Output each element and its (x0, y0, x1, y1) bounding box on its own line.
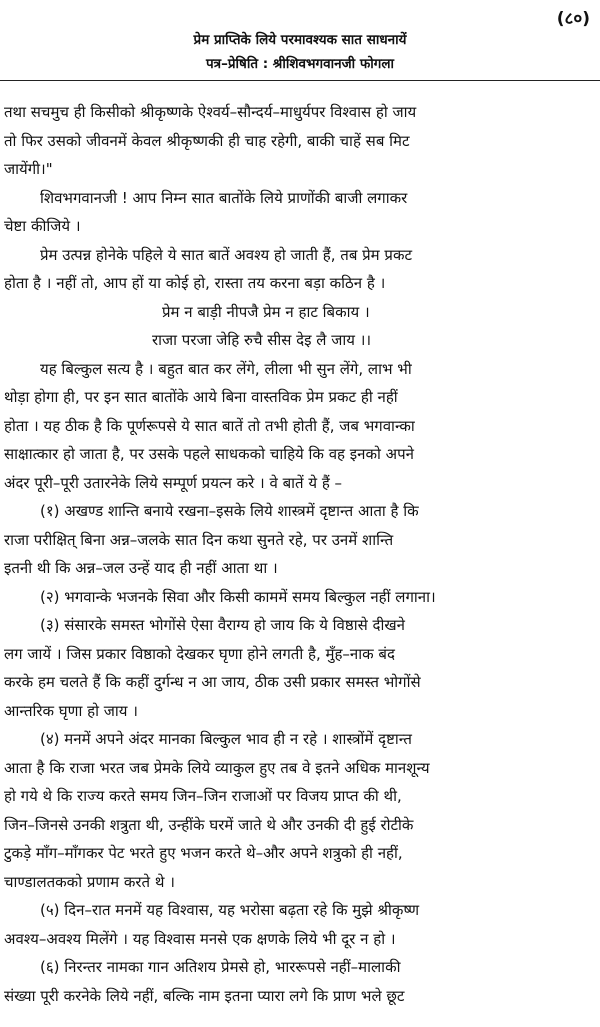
text-line: चेष्टा कीजिये । (4, 217, 81, 235)
text-line: राजा परीक्षित् बिना अन्न–जलके सात दिन कथा सुनते रहे, पर उनमें शान्ति (4, 530, 394, 549)
text-line: शिवभगवानजी ! आप निम्न सात बातोंके लिये प्राणोंकी बाजी लगाकर (40, 188, 408, 207)
text-line: (२) भगवान्के भजनके सिवा और किसी काममें समय बिल्कुल नहीं लगाना। (40, 587, 436, 606)
text-line: अंदर पूरी–पूरी उतारनेके लिये सम्पूर्ण प्रयत्न करे । वे बातें ये हैं – (4, 473, 343, 492)
text-line: चाण्डालतकको प्रणाम करते थे । (4, 872, 175, 891)
text-line: आन्तरिक घृणा हो जाय । (4, 701, 138, 720)
text-line: (१) अखण्ड शान्ति बनाये रखना–इसके लिये शास्त्रमें दृष्टान्त आता है कि (40, 502, 419, 520)
text-line: (५) दिन–रात मनमें यह विश्वास, यह भरोसा बढ़ता रहे कि मुझे श्रीकृष्ण (40, 901, 420, 919)
page-number: (८०) (556, 9, 590, 29)
couplet-line: प्रेम न बाड़ी नीपजै प्रेम न हाट बिकाय । (162, 302, 370, 321)
header-subtitle: पत्र–प्रेषिति : श्रीशिवभगवानजी फोगला (205, 56, 395, 72)
couplet-line: राजा परजा जेहि रुचै सीस देइ लै जाय ।। (152, 331, 372, 349)
text-line: अवश्य–अवश्य मिलेंगे । यह विश्वास मनसे एक क्षणके लिये भी दूर न हो । (4, 929, 396, 948)
text-line: तथा सचमुच ही किसीको श्रीकृष्णके ऐश्वर्य–सौन्दर्य–माधुर्यपर विश्वास हो जाय (4, 103, 417, 121)
text-line: थोड़ा होगा ही, पर इन सात बातोंके आये बिना वास्तविक प्रेम प्रकट ही नहीं (4, 388, 398, 406)
page-header (0, 28, 600, 76)
text-line: आता है कि राजा भरत जब प्रेमके लिये व्याकुल हुए तब वे इतने अधिक मानशून्य (4, 758, 430, 777)
text-line: जिन–जिनसे उनकी शत्रुता थी, उन्हींके घरमें जाते थे और उनकी दी हुई रोटीके (4, 815, 414, 834)
text-line: टुकड़े माँग–माँगकर पेट भरते हुए भजन करते थे–और अपने शत्रुको ही नहीं, (4, 844, 403, 862)
text-line: लग जायें । जिस प्रकार विष्ठाको देखकर घृणा होने लगती है, मुँह–नाक बंद (4, 644, 395, 663)
text-line: संख्या पूरी करनेके लिये नहीं, बल्कि नाम इतना प्यारा लगे कि प्राण भले छूट (4, 986, 405, 1005)
body-text (4, 98, 594, 1010)
header-title: प्रेम प्राप्तिके लिये परमावश्यक सात साधनायें (193, 32, 407, 48)
text-line: प्रेम उत्पन्न होनेके पहिले ये सात बातें अवश्य हो जाती हैं, तब प्रेम प्रकट (40, 245, 413, 264)
text-line: (४) मनमें अपने अंदर मानका बिल्कुल भाव ही न रहे । शास्त्रोंमें दृष्टान्त (40, 730, 412, 748)
text-line: यह बिल्कुल सत्य है । बहुत बात कर लेंगे, लीला भी सुन लेंगे, लाभ भी (40, 359, 412, 378)
text-line: (३) संसारके समस्त भोगोंसे ऐसा वैराग्य हो जाय कि ये विष्ठासे दीखने (40, 616, 405, 634)
text-line: हो गये थे कि राज्य करते समय जिन–जिन राजाओं पर विजय प्राप्त की थी, (4, 787, 402, 805)
text-line: जायेंगी।" (4, 160, 53, 178)
text-line: होता । यह ठीक है कि पूर्णरूपसे ये सात बातें तो तभी होती हैं, जब भगवान्का (4, 416, 415, 435)
text-line: करके हम चलते हैं कि कहीं दुर्गन्ध न आ जाय, ठीक उसी प्रकार समस्त भोगोंसे (4, 673, 421, 691)
header-divider (0, 80, 600, 81)
text-line: इतनी थी कि अन्न–जल उन्हें याद ही नहीं आता था । (4, 559, 278, 577)
text-line: साक्षात्कार हो जाता है, पर उसके पहले साधकको चाहिये कि वह इनको अपने (4, 445, 414, 463)
text-line: (६) निरन्तर नामका गान अतिशय प्रेमसे हो, भाररूपसे नहीं–मालाकी (40, 958, 401, 976)
text-line: होता है । नहीं तो, आप हों या कोई हो, रास्ता तय करना बड़ा कठिन है । (4, 274, 386, 292)
text-line: तो फिर उसको जीवनमें केवल श्रीकृष्णकी ही चाह रहेगी, बाकी चाहें सब मिट (4, 131, 410, 150)
